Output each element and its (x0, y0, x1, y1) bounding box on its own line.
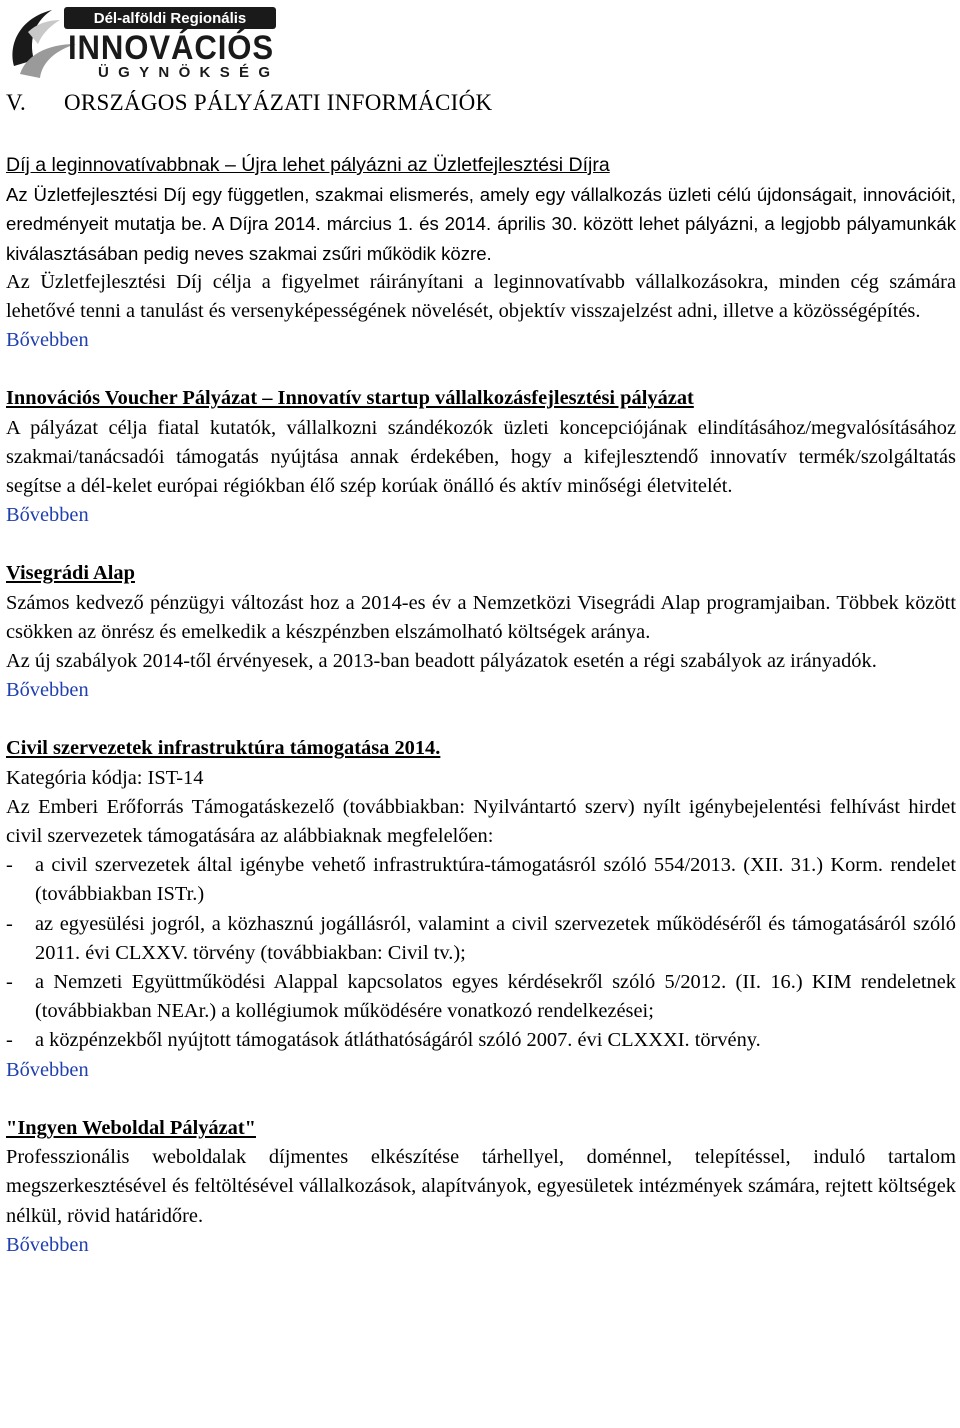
article-paragraph: Számos kedvező pénzügyi változást hoz a 2014-es év a Nemzetközi Visegrádi Alap programjaiban. Többek között csökken az önrész és emelkedik a készpénzben elszámolható költségek aránya. (6, 591, 956, 643)
logo-line2: INNOVÁCIÓS (68, 29, 274, 67)
section-title-text: ORSZÁGOS PÁLYÁZATI INFORMÁCIÓK (64, 90, 493, 115)
spacer (6, 530, 956, 559)
list-dash: - (6, 854, 13, 877)
article-category: Kategória kódja: IST-14 (6, 766, 204, 789)
article-free-website (6, 1114, 956, 1260)
spacer (6, 1085, 956, 1114)
list-item (6, 1026, 956, 1055)
regulation-list (6, 851, 956, 1055)
article-heading: Civil szervezetek infrastruktúra támogatása 2014. (6, 737, 441, 760)
article-innovation-voucher (6, 384, 956, 530)
logo-line3: ÜGYNÖKSÉG (98, 64, 274, 81)
article-paragraph: Az Üzletfejlesztési Díj egy független, szakmai elismerés, amely egy vállalkozás üzleti célú újdonságait, innovációit, eredményeit mutatja be. A Díjra 2014. március 1. és 2014. április 30. között lehet pályázni, a legjobb pályamunkák kiválasztásában pedig neves szakmai zsűri működik közre. (6, 184, 956, 264)
article-paragraph: Az Üzletfejlesztési Díj célja a figyelmet ráirányítani a leginnovatívabb vállalkozásokra, minden cég számára lehetővé tenni a tanulást és versenyképességének növelését, objektív visszajelzést adni, illetve a közösségépítés. (6, 270, 956, 323)
article-paragraph: A pályázat célja fiatal kutatók, vállalkozni szándékozók üzleti koncepciójának elindításához/megvalósításához szakmai/tanácsadói támogatás nyújtása annak érdekében, hogy a kifejlesztendő innovatív termék/szolgáltatás segítse a dél-kelet európai régiókban élő szép korúak önálló és aktív minőségi életvitelét. (6, 416, 956, 498)
more-link[interactable]: Bővebben (6, 329, 89, 352)
logo-graphic (6, 4, 278, 82)
article-visegrad-fund (6, 559, 956, 705)
article-heading: Díj a leginnovatívabbnak – Újra lehet pályázni az Üzletfejlesztési Díjra (6, 154, 610, 176)
article-civil-infrastructure (6, 734, 956, 1084)
spacer (6, 355, 956, 384)
spacer (6, 705, 956, 734)
list-item-text: a Nemzeti Együttműködési Alappal kapcsolatos egyes kérdésekről szóló 5/2012. (II. 16.) KIM rendeletnek (továbbiakban NEAr.) a kollégiumok működésére vonatkozó rendelkezései; (35, 971, 956, 1023)
article-heading: Innovációs Voucher Pályázat – Innovatív startup vállalkozásfejlesztési pályázat (6, 387, 694, 410)
list-dash: - (6, 1029, 13, 1052)
article-paragraph: Az új szabályok 2014-től érvényesek, a 2013-ban beadott pályázatok esetén a régi szabályok az irányadók. (6, 650, 877, 673)
article-paragraph: Az Emberi Erőforrás Támogatáskezelő (továbbiakban: Nyilvántartó szerv) nyílt igénybejelentési felhívást hirdet civil szervezetek támogatására az alábbiaknak megfelelően: (6, 795, 956, 848)
article-heading: "Ingyen Weboldal Pályázat" (6, 1116, 256, 1139)
more-link[interactable]: Bővebben (6, 1233, 89, 1256)
list-item (6, 910, 956, 968)
section-number: V. (6, 90, 26, 115)
article-paragraph: Professzionális weboldalak díjmentes elkészítése tárhellyel, doménnel, telepítéssel, induló tartalom megszerkesztésével és feltöltésével vállalkozások, alapítványok, egyesületek intézmények számára, rejtett költségek nélkül, rövid határidőre. (6, 1146, 956, 1227)
logo-line1: Dél-alföldi Regionális (93, 10, 247, 27)
article-heading: Visegrádi Alap (6, 562, 135, 585)
list-dash: - (6, 912, 13, 935)
section-title (6, 90, 492, 116)
list-item-text: a civil szervezetek által igénybe vehető infrastruktúra-támogatásról szóló 554/2013. (XII. 31.) Korm. rendelet (továbbiakban ISTr.) (35, 854, 956, 906)
document-content (6, 151, 956, 1260)
list-item-text: az egyesülési jogról, a közhasznú jogállásról, valamint a civil szervezetek működéséről és támogatásáról szóló 2011. évi CLXXV. törvény (továbbiakban: Civil tv.); (35, 912, 956, 964)
list-item (6, 968, 956, 1026)
article-business-award (6, 151, 956, 355)
more-link[interactable]: Bővebben (6, 1058, 89, 1081)
list-dash: - (6, 971, 13, 994)
list-item-text: a közpénzekből nyújtott támogatások átláthatóságáról szóló 2007. évi CLXXXI. törvény. (35, 1029, 761, 1052)
agency-logo (6, 4, 278, 82)
list-item (6, 851, 956, 909)
more-link[interactable]: Bővebben (6, 504, 89, 527)
more-link[interactable]: Bővebben (6, 679, 89, 702)
